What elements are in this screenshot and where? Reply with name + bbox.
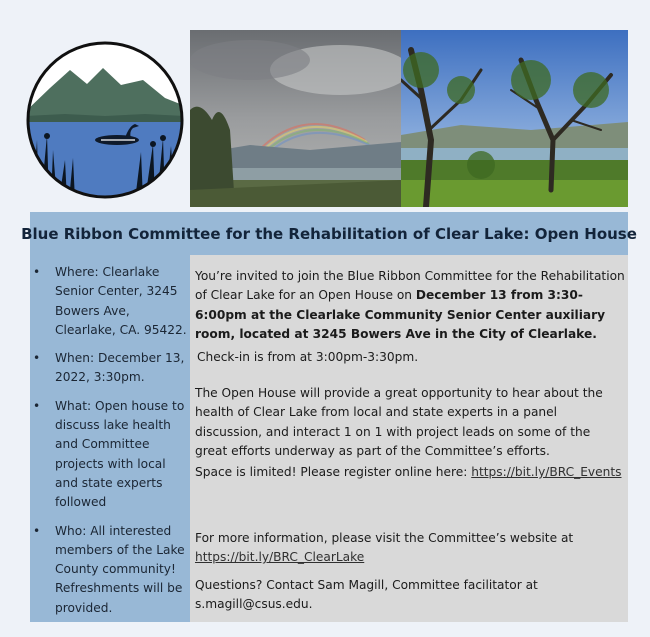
list-item-what: • What: Open house to discuss lake health and Committee projects with local and state experts followed xyxy=(30,397,190,513)
intro-bold-text: December 13 from 3:30-6:00pm at the Clearlake Community Senior Center auxiliary room, located at 3245 Bowers Ave in the City of Clearlake. xyxy=(195,288,606,341)
checkin-paragraph: Check-in is from at 3:00pm-3:30pm. xyxy=(197,350,419,364)
lake-logo xyxy=(25,40,185,200)
event-details-sidebar xyxy=(30,255,190,622)
rainbow-lake-photo xyxy=(190,30,401,207)
event-details-list xyxy=(30,255,190,618)
contact-paragraph: Questions? Contact Sam Magill, Committee facilitator at s.magill@csus.edu. xyxy=(195,578,538,612)
list-item-where: • Where: Clearlake Senior Center, 3245 Bowers Ave, Clearlake, CA. 95422. xyxy=(30,263,190,340)
info-text: For more information, please visit the Committee’s website at xyxy=(195,531,574,545)
register-link[interactable]: https://bit.ly/BRC_Events xyxy=(471,465,622,479)
intro-text: You’re invited to join the Blue Ribbon Committee for the Rehabilitation of Clear Lake for an Open House on xyxy=(195,269,625,303)
oak-tree-photo xyxy=(401,30,628,207)
list-item-who: • Who: All interested members of the Lake County community! Refreshments will be provided. xyxy=(30,522,190,618)
list-item-when: • When: December 13, 2022, 3:30pm. xyxy=(30,349,190,388)
description-paragraph: The Open House will provide a great opportunity to hear about the health of Clear Lake from local and state experts in a panel discussion, and interact 1 on 1 with project leads on some of the great efforts underway as part of the Committee’s efforts. xyxy=(195,386,603,458)
website-link[interactable]: https://bit.ly/BRC_ClearLake xyxy=(195,550,365,565)
register-text: Space is limited! Please register online here: xyxy=(195,465,472,479)
info-paragraph xyxy=(195,529,625,568)
invitation-body xyxy=(190,255,628,622)
page-title: Blue Ribbon Committee for the Rehabilitation of Clear Lake: Open House xyxy=(30,212,628,255)
register-paragraph xyxy=(195,463,625,482)
intro-paragraph xyxy=(195,267,625,344)
